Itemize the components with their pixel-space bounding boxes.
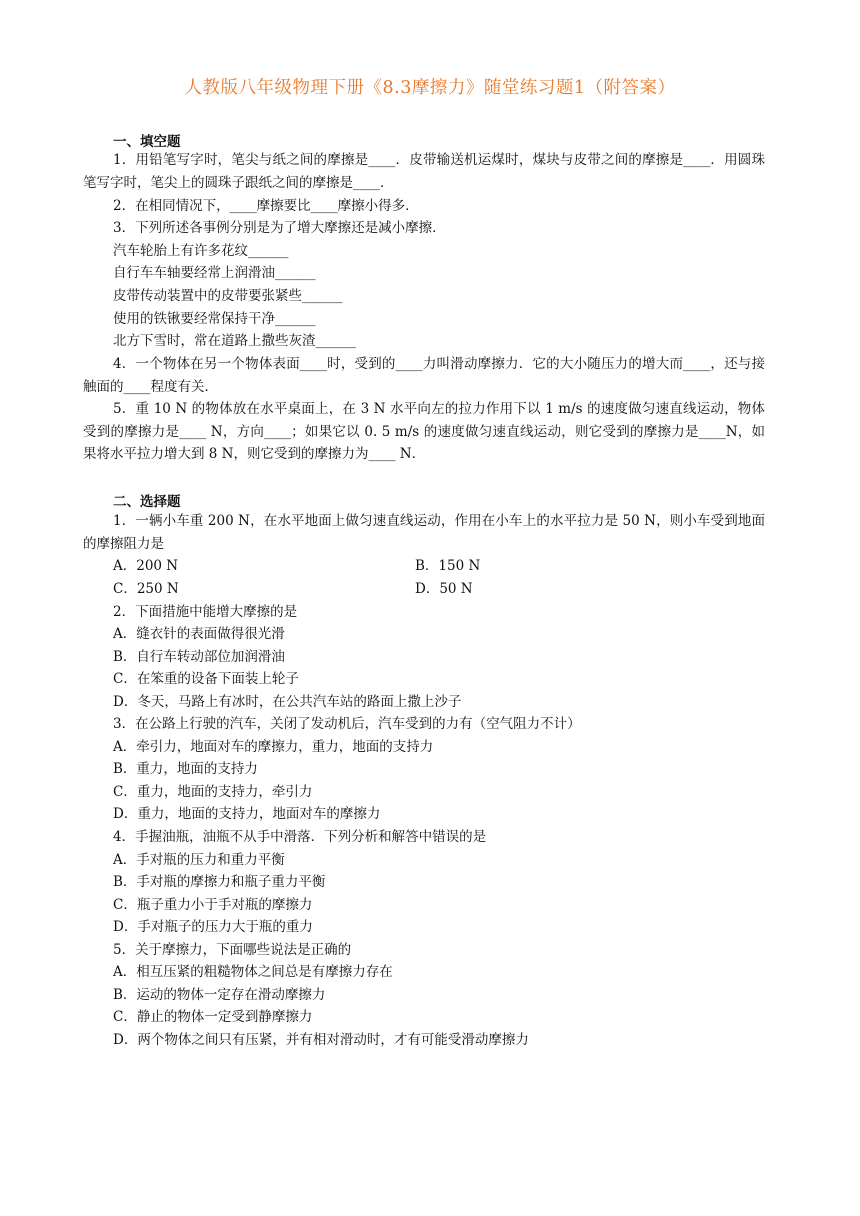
option-c: C．在笨重的设备下面装上轮子 [113,671,299,687]
question-choice-2: 2．下面措施中能增大摩擦的是 [113,604,298,620]
option-a: A．相互压紧的粗糙物体之间总是有摩擦力存在 [113,964,393,980]
option-d: D．两个物体之间只有压紧，并有相对滑动时，才有可能受滑动摩擦力 [113,1032,529,1048]
question-fill-3-item: 自行车车轴要经常上润滑油______ [113,265,316,281]
option-a: A．牵引力，地面对车的摩擦力，重力，地面的支持力 [113,739,434,755]
option-b: B．150 N [415,558,481,574]
question-fill-1: 1．用铅笔写字时，笔尖与纸之间的摩擦是____．皮带输送机运煤时，煤块与皮带之间的摩擦是____．用圆珠笔写字时，笔尖上的圆珠子跟纸之间的摩擦是____． [83,152,765,191]
option-c: C．重力，地面的支持力，牵引力 [113,784,313,800]
section-heading-fill-in: 一、填空题 [113,134,181,150]
option-d: D．冬天，马路上有冰时，在公共汽车站的路面上撒上沙子 [113,694,462,710]
option-b: B．手对瓶的摩擦力和瓶子重力平衡 [113,874,326,890]
question-choice-5: 5．关于摩擦力，下面哪些说法是正确的 [113,942,352,958]
question-fill-3-item: 皮带传动装置中的皮带要张紧些______ [113,288,343,304]
question-fill-3-item: 汽车轮胎上有许多花纹______ [113,243,289,259]
option-d: D．重力，地面的支持力，地面对车的摩擦力 [113,806,381,822]
option-b: B．重力，地面的支持力 [113,761,258,777]
option-a: A．缝衣针的表面做得很光滑 [113,626,285,642]
document-title: 人教版八年级物理下册《8.3摩擦力》随堂练习题1（附答案） [184,78,676,98]
question-fill-4: 4．一个物体在另一个物体表面____时，受到的____力叫滑动摩擦力．它的大小随压力的增大而____，还与接触面的____程度有关． [83,356,765,395]
option-c: C．瓶子重力小于手对瓶的摩擦力 [113,897,313,913]
option-a: A．200 N [113,558,179,574]
option-a: A．手对瓶的压力和重力平衡 [113,852,285,868]
question-fill-3-item: 北方下雪时，常在道路上撒些灰渣______ [113,333,356,349]
question-fill-2: 2．在相同情况下，____摩擦要比____摩擦小得多． [113,198,419,214]
option-b: B．自行车转动部位加润滑油 [113,649,285,665]
option-c: C．静止的物体一定受到静摩擦力 [113,1009,313,1025]
question-fill-3: 3．下列所述各事例分别是为了增大摩擦还是减小摩擦． [113,220,446,236]
question-choice-1: 1．一辆小车重 200 N，在水平地面上做匀速直线运动，作用在小车上的水平拉力是 50 N，则小车受到地面的摩擦阻力是 [83,513,765,552]
option-c: C．250 N [113,581,179,597]
option-d: D．手对瓶子的压力大于瓶的重力 [113,919,313,935]
section-heading-choice: 二、选择题 [113,494,181,510]
question-choice-4: 4．手握油瓶，油瓶不从手中滑落．下列分析和解答中错误的是 [113,829,487,845]
question-fill-5: 5．重 10 N 的物体放在水平桌面上，在 3 N 水平向左的拉力作用下以 1 m/s 的速度做匀速直线运动，物体受到的摩擦力是____ N，方向____；如果它以 0. 5 m/s 的速度做匀速直线运动，则它受到的摩擦力是____N，如果将水平拉力增大到 8 N，则它受到的摩擦力为____ N． [83,401,765,462]
question-choice-3: 3．在公路上行驶的汽车，关闭了发动机后，汽车受到的力有（空气阻力不计） [113,716,581,732]
option-d: D．50 N [415,581,473,597]
question-fill-3-item: 使用的铁锹要经常保持干净______ [113,311,316,327]
option-b: B．运动的物体一定存在滑动摩擦力 [113,987,326,1003]
